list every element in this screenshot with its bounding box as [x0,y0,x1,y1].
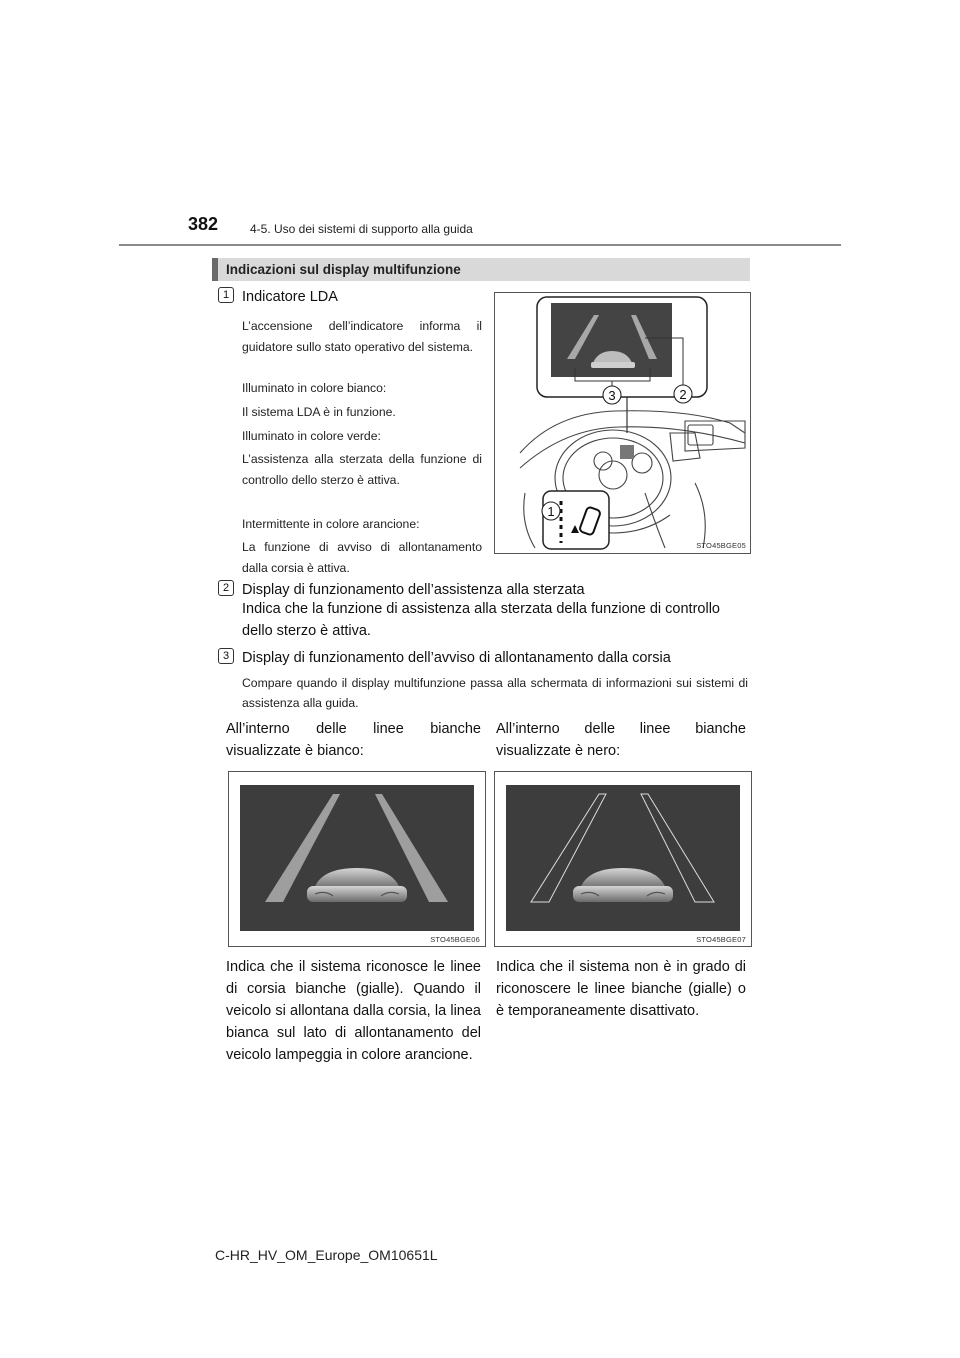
dashboard-figure-code: STO45BGE05 [696,541,746,550]
item-2-description: Indica che la funzione di assistenza alla sterzata della funzione di controllo dello sterzo è attiva. [242,601,720,639]
black-lines-figure-code: STO45BGE07 [696,935,746,944]
item-2-title: Display di funzionamento dell’assistenza alla sterzata [242,582,585,598]
footer-code: C-HR_HV_OM_Europe_OM10651L [215,1247,438,1263]
dashboard-figure [494,292,751,554]
heading-accent [212,258,218,281]
right-description: Indica che il sistema non è in grado di riconoscere le linee bianche (gialle) o è temporaneamente disattivato. [496,959,746,1019]
item-2-badge: 2 [218,580,234,596]
item-1-text-orange: La funzione di avviso di allontanamento dalla corsia è attiva. [242,540,482,575]
white-lines-figure [228,771,486,947]
black-lines-illustration [495,772,751,946]
item-3-badge: 3 [218,648,234,664]
item-1-text-white: Il sistema LDA è in funzione. [242,405,396,419]
heading-text: Indicazioni sul display multifunzione [226,262,461,277]
white-lines-illustration [229,772,485,946]
dashboard-illustration [495,293,750,553]
left-description: Indica che il sistema riconosce le linee di corsia bianche (gialle). Quando il veicolo si allontana dalla corsia, la linea bianca sul lato di allontanamento del veicolo lampeggia in colore arancione. [226,959,481,1063]
item-3-description: Compare quando il display multifunzione passa alla schermata di informazioni sui sistemi di assistenza alla guida. [242,676,748,710]
item-1-badge: 1 [218,287,234,303]
item-3-title: Display di funzionamento dell’avviso di allontanamento dalla corsia [242,650,671,666]
item-1-intro: L’accensione dell’indicatore informa il guidatore sullo stato operativo del sistema. [242,319,482,354]
page-number: 382 [188,214,219,234]
section-title: 4-5. Uso dei sistemi di supporto alla guida [250,222,473,236]
item-1-label-green: Illuminato in colore verde: [242,429,381,443]
item-1-label-orange: Intermittente in colore arancione: [242,517,420,531]
item-1-text-green: L’assistenza alla sterzata della funzione di controllo dello sterzo è attiva. [242,452,482,487]
item-1-title: Indicatore LDA [242,289,338,305]
right-caption: All’interno delle linee bianche visualizzate è nero: [496,721,746,759]
section-heading [212,258,750,281]
white-lines-figure-code: STO45BGE06 [430,935,480,944]
header-rule [119,244,841,246]
callout-1: 1 [547,504,555,519]
black-lines-figure [494,771,752,947]
item-1-label-white: Illuminato in colore bianco: [242,381,387,395]
left-caption: All’interno delle linee bianche visualizzate è bianco: [226,721,481,759]
callout-3: 3 [608,388,616,403]
callout-2: 2 [679,387,687,402]
